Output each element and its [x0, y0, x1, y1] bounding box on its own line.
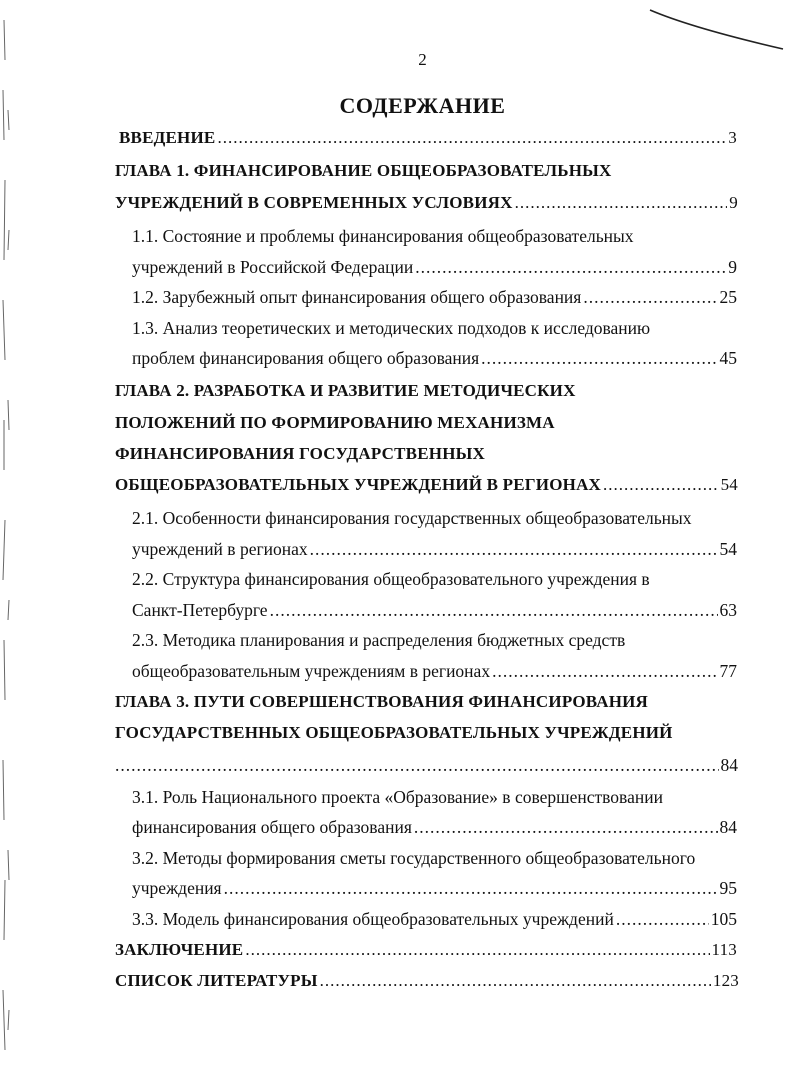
toc-entry-title: учреждений в Российской Федерации [132, 257, 414, 277]
toc-subsection-line: 3.2. Методы формирования сметы государственного общеобразовательного [132, 848, 696, 868]
toc-chapter-heading: ГОСУДАРСТВЕННЫХ ОБЩЕОБРАЗОВАТЕЛЬНЫХ УЧРЕЖДЕНИЙ [115, 723, 673, 742]
toc-entry-intro [119, 128, 737, 158]
toc-entry-title: общеобразовательным учреждениям в регионах [132, 661, 491, 681]
toc-leader-dots [224, 878, 718, 899]
toc-page-number: 45 [719, 348, 737, 368]
toc-chapter-heading: ФИНАНСИРОВАНИЯ ГОСУДАРСТВЕННЫХ [115, 444, 485, 463]
toc-subsection-line: 3.1. Роль Национального проекта «Образование» в совершенствовании [132, 787, 663, 807]
toc-entry-references [115, 971, 739, 1001]
toc-page-number: 9 [728, 257, 737, 277]
toc-entry-title: ВВЕДЕНИЕ [119, 128, 216, 147]
toc-page-number: 54 [720, 475, 738, 494]
toc-leader-dots [616, 909, 709, 930]
toc-entry-title: учреждений в регионах [132, 539, 308, 559]
scan-margin-artifact [0, 0, 14, 1087]
toc-entry-title: учреждения [132, 878, 222, 898]
toc-entry-1-2 [132, 287, 737, 317]
toc-page-number: 9 [729, 193, 738, 212]
toc-subsection-line: 1.1. Состояние и проблемы финансирования общеобразовательных [132, 226, 634, 246]
pen-stroke-mark [648, 4, 788, 54]
toc-chapter-heading: ПОЛОЖЕНИЙ ПО ФОРМИРОВАНИЮ МЕХАНИЗМА [115, 413, 555, 432]
toc-leader-dots [310, 539, 718, 560]
page-number: 2 [418, 50, 427, 69]
toc-entry-title: ЗАКЛЮЧЕНИЕ [115, 940, 244, 959]
page-title: СОДЕРЖАНИЕ [339, 93, 506, 118]
toc-entry-2-3 [132, 661, 737, 691]
toc-entry-title: СПИСОК ЛИТЕРАТУРЫ [115, 971, 318, 990]
toc-leader-dots [492, 661, 717, 682]
toc-entry-chapter-2 [115, 475, 738, 505]
toc-entry-title: 1.2. Зарубежный опыт финансирования общего образования [132, 287, 582, 307]
toc-subsection-line: 1.3. Анализ теоретических и методических подходов к исследованию [132, 318, 651, 338]
toc-subsection-line: 2.3. Методика планирования и распределения бюджетных средств [132, 630, 626, 650]
toc-leader-dots [583, 287, 717, 308]
toc-page-number: 105 [710, 909, 737, 929]
toc-entry-1-3 [132, 348, 737, 378]
toc-entry-title: финансирования общего образования [132, 817, 412, 837]
toc-leader-dots [320, 971, 711, 991]
toc-leader-dots [414, 817, 718, 838]
toc-entry-title: УЧРЕЖДЕНИЙ В СОВРЕМЕННЫХ УСЛОВИЯХ [115, 193, 513, 212]
toc-entry-title: ОБЩЕОБРАЗОВАТЕЛЬНЫХ УЧРЕЖДЕНИЙ В РЕГИОНАХ [115, 475, 602, 494]
toc-entry-chapter-3 [115, 755, 738, 785]
toc-leader-dots [217, 128, 726, 148]
toc-leader-dots [481, 348, 717, 369]
toc-chapter-heading: ГЛАВА 3. ПУТИ СОВЕРШЕНСТВОВАНИЯ ФИНАНСИРОВАНИЯ [115, 692, 649, 711]
toc-page-number: 54 [719, 539, 737, 559]
toc-chapter-heading: ГЛАВА 2. РАЗРАБОТКА И РАЗВИТИЕ МЕТОДИЧЕСКИХ [115, 381, 576, 400]
toc-entry-title: Санкт-Петербурге [132, 600, 268, 620]
toc-page-number: 3 [728, 128, 737, 147]
toc-entry-2-2 [132, 600, 737, 630]
toc-subsection-line: 2.1. Особенности финансирования государственных общеобразовательных [132, 508, 692, 528]
toc-chapter-heading: ГЛАВА 1. ФИНАНСИРОВАНИЕ ОБЩЕОБРАЗОВАТЕЛЬНЫХ [115, 161, 612, 180]
toc-page-number: 123 [712, 971, 739, 990]
toc-page-number: 63 [719, 600, 737, 620]
toc-leader-dots [245, 940, 709, 960]
toc-subsection-line: 2.2. Структура финансирования общеобразовательного учреждения в [132, 569, 650, 589]
toc-entry-3-3 [132, 909, 737, 939]
toc-entry-chapter-1 [115, 193, 738, 223]
toc-entry-1-1 [132, 257, 737, 287]
toc-leader-dots [415, 257, 726, 278]
toc-page-number: 113 [711, 940, 737, 959]
toc-entry-3-1 [132, 817, 737, 847]
toc-entry-title: проблем финансирования общего образования [132, 348, 480, 368]
toc-leader-dots [115, 755, 719, 776]
toc-leader-dots [515, 193, 728, 213]
toc-entry-title: 3.3. Модель финансирования общеобразовательных учреждений [132, 909, 614, 929]
toc-entry-conclusion [115, 940, 737, 970]
toc-page-number: 95 [719, 878, 737, 898]
toc-leader-dots [603, 475, 719, 495]
toc-leader-dots [270, 600, 718, 621]
toc-page-number: 77 [719, 661, 737, 681]
toc-page-number: 25 [719, 287, 737, 307]
toc-entry-2-1 [132, 539, 737, 569]
toc-entry-3-2 [132, 878, 737, 908]
toc-page-number: 84 [720, 755, 738, 775]
toc-page-number: 84 [719, 817, 737, 837]
